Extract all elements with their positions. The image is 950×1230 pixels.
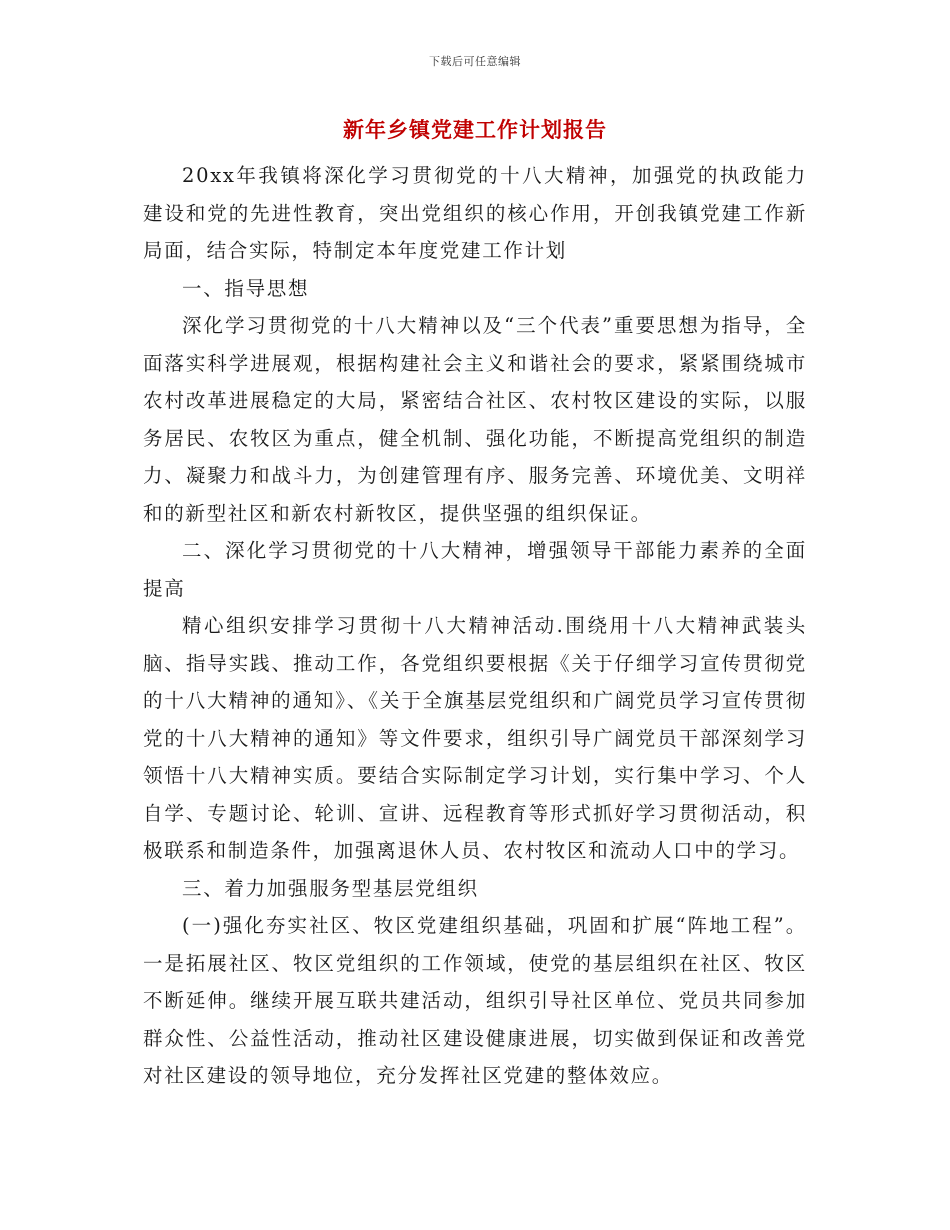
header-note: 下载后可任意编辑 — [429, 55, 521, 68]
section-heading-1: 一、指导思想 — [182, 276, 310, 300]
paragraph-intro: 20xx年我镇将深化学习贯彻党的十八大精神，加强党的执政能力建设和党的先进性教育，突出党组织的核心作用，开创我镇党建工作新局面，结合实际，特制定本年度党建工作计划 — [143, 164, 807, 262]
section-heading-2: 二、深化学习贯彻党的十八大精神，增强领导干部能力素养的全面提高 — [143, 539, 807, 600]
section-heading-3: 三、着力加强服务型基层党组织 — [182, 876, 479, 900]
paragraph-guiding-thought: 深化学习贯彻党的十八大精神以及“三个代表”重要思想为指导，全面落实科学进展观，根据构建社会主义和谐社会的要求，紧紧围绕城市农村改革进展稳定的大局，紧密结合社区、农村牧区建设的实际，以服务居民、农牧区为重点，健全机制、强化功能，不断提高党组织的制造力、凝聚力和战斗力，为创建管理有序、服务完善、环境优美、文明祥和的新型社区和新农村新牧区，提供坚强的组织保证。 — [143, 314, 807, 525]
document-title: 新年乡镇党建工作计划报告 — [343, 117, 607, 142]
paragraph-study: 精心组织安排学习贯彻十八大精神活动.围绕用十八大精神武装头脑、指导实践、推动工作，各党组织要根据《关于仔细学习宣传贯彻党的十八大精神的通知》、《关于全旗基层党组织和广阔党员学习宣传贯彻党的十八大精神的通知》等文件要求，组织引导广阔党员干部深刻学习领悟十八大精神实质。要结合实际制定学习计划，实行集中学习、个人自学、专题讨论、轮训、宣讲、远程教育等形式抓好学习贯彻活动，积极联系和制造条件，加强离退休人员、农村牧区和流动人口中的学习。 — [143, 614, 807, 862]
document-body — [143, 157, 807, 1095]
paragraph-community: (一)强化夯实社区、牧区党建组织基础，巩固和扩展“阵地工程”。一是拓展社区、牧区党组织的工作领域，使党的基层组织在社区、牧区不断延伸。继续开展互联共建活动，组织引导社区单位、党员共同参加群众性、公益性活动，推动社区建设健康进展，切实做到保证和改善党对社区建设的领导地位，充分发挥社区党建的整体效应。 — [143, 914, 807, 1087]
